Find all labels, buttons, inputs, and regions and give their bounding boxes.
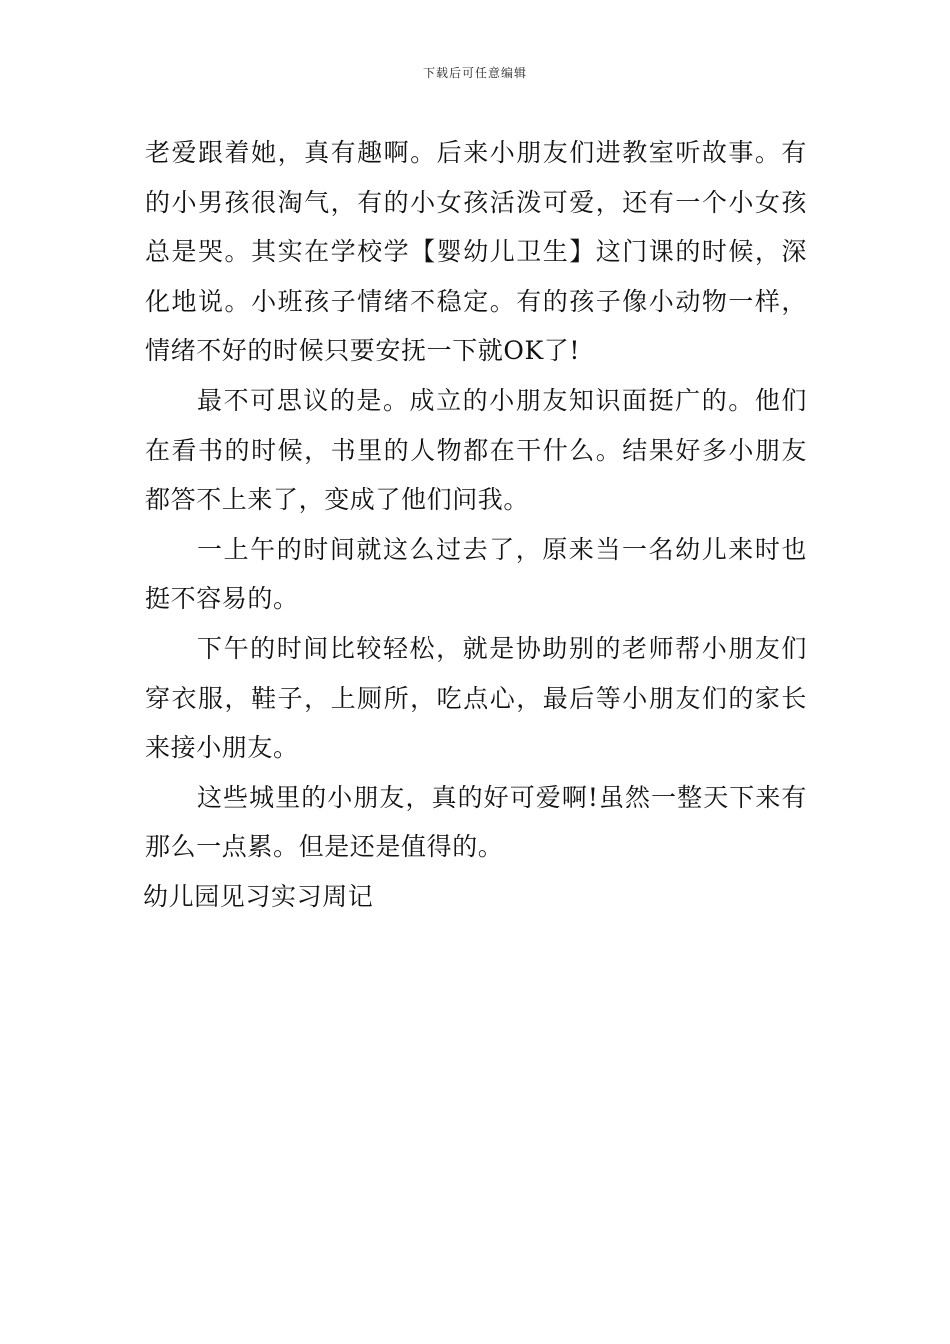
- paragraph: 这些城里的小朋友，真的好可爱啊!虽然一整天下来有那么一点累。但是还是值得的。: [145, 782, 807, 862]
- paragraph: 下午的时间比较轻松，就是协助别的老师帮小朋友们穿衣服，鞋子，上厕所，吃点心，最后等小朋友们的家长来接小朋友。: [145, 633, 807, 763]
- header-note: 下载后可任意编辑: [422, 66, 527, 80]
- paragraph: 一上午的时间就这么过去了，原来当一名幼儿来时也挺不容易的。: [145, 534, 807, 614]
- next-section-title: 幼儿园见习实习周记: [143, 881, 374, 911]
- paragraph: 最不可思议的是。成立的小朋友知识面挺广的。他们在看书的时候，书里的人物都在干什么。结果好多小朋友都答不上来了，变成了他们问我。: [145, 385, 807, 515]
- paragraph-continued: 老爱跟着她，真有趣啊。后来小朋友们进教室听故事。有的小男孩很淘气，有的小女孩活泼可爱，还有一个小女孩总是哭。其实在学校学【婴幼儿卫生】这门课的时候，深化地说。小班孩子情绪不稳定。有的孩子像小动物一样，情绪不好的时候只要安抚一下就OK了!: [145, 138, 807, 366]
- document-body: [145, 128, 807, 922]
